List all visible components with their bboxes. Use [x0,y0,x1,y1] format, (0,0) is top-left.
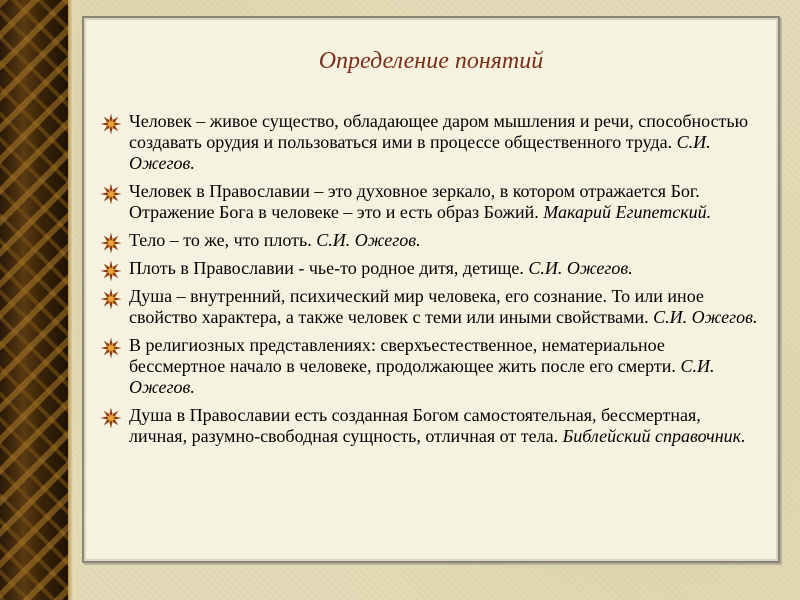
definition-source: Библейский справочник. [562,426,746,446]
definition-source: С.И. Ожегов. [528,258,633,278]
definition-source: С.И. Ожегов. [129,132,711,173]
list-item [100,335,760,398]
definition-source: Макарий Египетский. [543,202,712,222]
list-item [100,111,760,174]
definition-source: С.И. Ожегов. [316,230,421,250]
list-item [100,286,760,328]
decorative-side-strip [0,0,68,600]
definition-list [100,111,760,454]
decorative-side-edge [68,0,74,600]
list-item [100,181,760,223]
definition-text: Душа – внутренний, психический мир человека, его сознание. То или иное свойство характера, а также человек с теми или иными свойствами. [129,286,704,327]
star-bullet-icon [100,407,122,429]
slide-title: Определение понятий [318,48,544,74]
star-bullet-icon [100,260,122,282]
definition-text: Душа в Православии есть созданная Богом самостоятельная, бессмертная, личная, разумно-свободная сущность, отличная от тела. [129,405,701,446]
definition-source: С.И. Ожегов. [129,356,715,397]
definition-text: Плоть в Православии - чье-то родное дитя, детище. [129,258,529,278]
definition-text: Человек – живое существо, обладающее даром мышления и речи, способностью создавать орудия и пользоваться ими в процессе общественного труда. [129,111,749,152]
star-bullet-icon [100,337,122,359]
star-bullet-icon [100,288,122,310]
definition-source: С.И. Ожегов. [653,307,758,327]
list-item [100,230,760,251]
star-bullet-icon [100,113,122,135]
definition-text: Тело – то же, что плоть. [129,230,317,250]
definition-text: Человек в Православии – это духовное зеркало, в котором отражается Бог. Отражение Бога в человеке – это и есть образ Божий. [129,181,700,222]
star-bullet-icon [100,232,122,254]
list-item [100,405,760,447]
list-item [100,258,760,279]
definition-text: В религиозных представлениях: сверхъестественное, нематериальное бессмертное начало в человеке, продолжающее жить после его смерти. [129,335,681,376]
star-bullet-icon [100,183,122,205]
